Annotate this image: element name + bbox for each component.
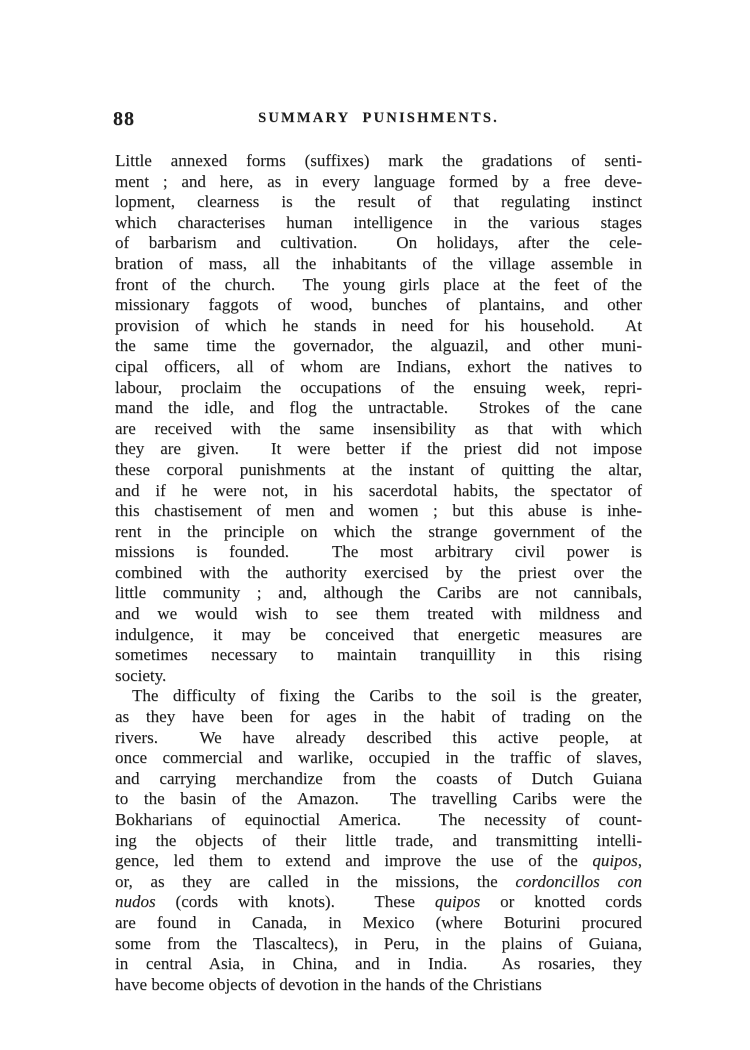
- text-line: ment ; and here, as in every language formed by a free deve-: [115, 171, 642, 191]
- text-line: lopment, clearness is the result of that regulating instinct: [115, 192, 642, 212]
- text-line: missions is founded. The most arbitrary civil power is: [115, 542, 642, 562]
- running-header: SUMMARY PUNISHMENTS.: [258, 110, 499, 126]
- text-line: as they have been for ages in the habit of trading on the: [115, 707, 642, 727]
- text-line: sometimes necessary to maintain tranquillity in this rising: [115, 645, 642, 665]
- text-line: and carrying merchandize from the coasts of Dutch Guiana: [115, 768, 642, 788]
- text-line: which characterises human intelligence in the various stages: [115, 212, 642, 232]
- text-line: the same time the governador, the alguazil, and other muni-: [115, 336, 642, 356]
- paragraph: [115, 151, 642, 686]
- page-header: [115, 108, 642, 132]
- text-line: cipal officers, all of whom are Indians, exhort the natives to: [115, 356, 642, 376]
- text-line: these corporal punishments at the instant of quitting the altar,: [115, 459, 642, 479]
- text-line: provision of which he stands in need for his household. At: [115, 315, 642, 335]
- text-line: of barbarism and cultivation. On holidays, after the cele-: [115, 233, 642, 253]
- text-line: they are given. It were better if the priest did not impose: [115, 439, 642, 459]
- text-line: indulgence, it may be conceived that energetic measures are: [115, 624, 642, 644]
- text-line: rent in the principle on which the strange government of the: [115, 521, 642, 541]
- text-line: gence, led them to extend and improve the use of the quipos,: [115, 851, 642, 871]
- text-line: rivers. We have already described this active people, at: [115, 727, 642, 747]
- text-line: mand the idle, and flog the untractable. Strokes of the cane: [115, 398, 642, 418]
- text-line: bration of mass, all the inhabitants of the village assemble in: [115, 253, 642, 273]
- paragraph: [115, 686, 642, 995]
- text-line: in central Asia, in China, and in India. As rosaries, they: [115, 954, 642, 974]
- text-line: Little annexed forms (suffixes) mark the gradations of senti-: [115, 151, 642, 170]
- text-line: have become objects of devotion in the hands of the Christians: [115, 974, 542, 994]
- text-line: labour, proclaim the occupations of the ensuing week, repri-: [115, 377, 642, 397]
- text-line: and we would wish to see them treated with mildness and: [115, 604, 642, 624]
- text-line: missionary faggots of wood, bunches of plantains, and other: [115, 295, 642, 315]
- text-line: ing the objects of their little trade, and transmitting intelli-: [115, 830, 642, 850]
- text-line: and if he were not, in his sacerdotal habits, the spectator of: [115, 480, 642, 500]
- text-line: some from the Tlascaltecs), in Peru, in the plains of Guiana,: [115, 933, 642, 953]
- text-line: or, as they are called in the missions, the cordoncillos con: [115, 871, 643, 891]
- text-line: once commercial and warlike, occupied in the traffic of slaves,: [115, 748, 642, 768]
- text-line: little community ; and, although the Caribs are not cannibals,: [115, 583, 642, 603]
- text-line: society.: [115, 665, 167, 685]
- text-line: to the basin of the Amazon. The travelling Caribs were the: [115, 789, 642, 809]
- page-number: 88: [113, 108, 135, 130]
- page-body: [115, 151, 642, 995]
- text-line: The difficulty of fixing the Caribs to the soil is the greater,: [132, 686, 642, 706]
- text-line: combined with the authority exercised by the priest over the: [115, 562, 642, 582]
- text-line: front of the church. The young girls place at the feet of the: [115, 274, 642, 294]
- text-line: are found in Canada, in Mexico (where Boturini procured: [115, 912, 642, 932]
- text-line: Bokharians of equinoctial America. The necessity of count-: [115, 810, 642, 829]
- text-line: nudos (cords with knots). These quipos or knotted cords: [115, 892, 642, 912]
- text-line: are received with the same insensibility as that with which: [115, 418, 642, 438]
- text-line: this chastisement of men and women ; but this abuse is inhe-: [115, 501, 642, 521]
